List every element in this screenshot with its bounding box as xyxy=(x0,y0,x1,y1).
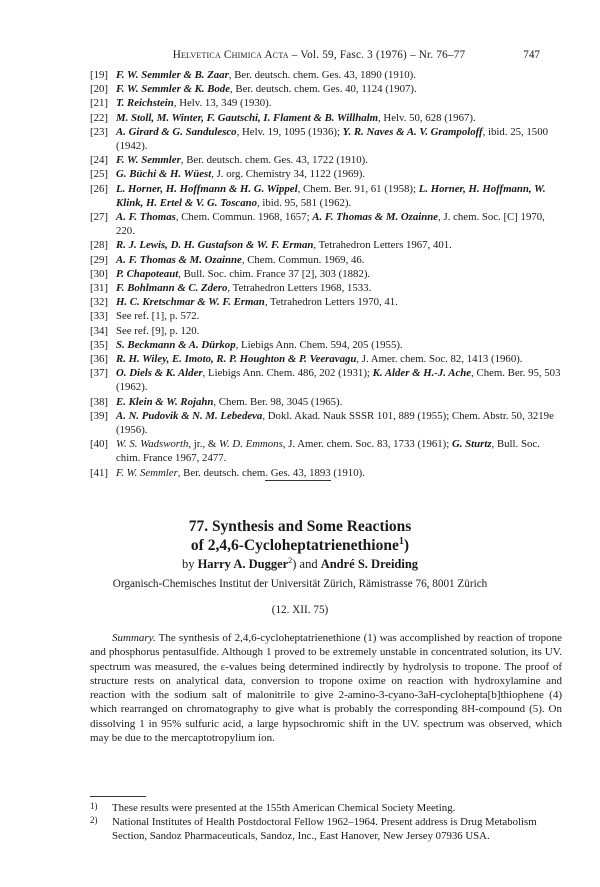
by-label: by xyxy=(181,557,198,571)
reference-authors: T. Reichstein xyxy=(116,97,174,110)
reference-citation: , Liebigs Ann. Chem. 594, 205 (1955). xyxy=(235,338,403,351)
reference-authors: A. Girard & G. Sandulesco xyxy=(116,125,237,138)
title-footnote-paren: ) xyxy=(403,537,410,554)
reference-item xyxy=(90,281,562,295)
reference-citation: , Liebigs Ann. Chem. 486, 202 (1931); xyxy=(202,367,373,380)
reference-item xyxy=(90,352,562,366)
reference-authors: A. F. Thomas & M. Ozainne xyxy=(312,211,439,224)
title-line-1: 77. Synthesis and Some Reactions xyxy=(188,518,412,535)
footnote-text: These results were presented at the 155th American Chemical Society Meeting. xyxy=(112,802,456,814)
summary-text: The synthesis of 2,4,6-cycloheptatrienethione (1) was accomplished by reaction of tropone and phosphorus pentasulfide. Although 1 proved to be extremely unstable in concentrated solution, its UV. spectrum was measured, the ε-values being determined indirectly by hydrolysis to tropone. The proof of structure rests on analytical data, conversion to tropone oxime on reaction with hydroxylamine and reaction with the sodium salt of malonitrile to give 2-amino-3-cyano-3aH-cyclohepta[b]thiophene (4) which rearranged on chromatography to give what is probably the corresponding 8H-compound (5). On dissolving 1 in 95% sulfuric acid, a large hypsochromic shift in the UV. spectrum was observed, which may be due to the mercaptotropylium ion. xyxy=(90,632,562,745)
reference-number: [22] xyxy=(90,111,108,124)
reference-number: [30] xyxy=(90,267,108,280)
reference-citation: , Chem. Commun. 1969, 46. xyxy=(241,253,365,266)
footnote-mark: 1) xyxy=(90,801,98,811)
reference-citation: , Helv. 19, 1095 (1936); xyxy=(236,125,343,138)
reference-item xyxy=(90,68,562,82)
page-number: 747 xyxy=(523,49,540,61)
journal-running-title xyxy=(138,49,500,61)
reference-number: [34] xyxy=(90,324,108,337)
reference-citation: , Tetrahedron Letters 1967, 401. xyxy=(313,239,452,252)
reference-citation: See ref. [1], p. 572. xyxy=(116,310,200,323)
reference-authors: K. Alder & H.-J. Ache xyxy=(372,367,472,380)
reference-item xyxy=(90,366,562,394)
reference-item xyxy=(90,125,562,153)
reference-citation: , Ber. deutsch. chem. Ges. 43, 1893 (1910). xyxy=(177,466,365,479)
reference-item xyxy=(90,182,562,210)
reference-item xyxy=(90,466,562,480)
reference-authors: E. Klein & W. Rojahn xyxy=(116,395,214,408)
reference-authors: F. W. Semmler xyxy=(116,466,178,479)
reference-citation: , Helv. 50, 628 (1967). xyxy=(378,111,476,124)
reference-authors: A. F. Thomas & M. Ozainne xyxy=(116,253,242,266)
reference-number: [36] xyxy=(90,353,108,366)
reference-item xyxy=(90,210,562,238)
reference-citation: , Helv. 13, 349 (1930). xyxy=(173,97,272,110)
reference-number: [33] xyxy=(90,310,108,323)
reference-citation: , Chem. Commun. 1968, 1657; xyxy=(175,211,313,224)
footnote-list xyxy=(90,801,562,844)
reference-citation: , Bull. Soc. chim. France 37 [2], 303 (1882). xyxy=(178,267,371,280)
reference-number: [31] xyxy=(90,282,108,295)
author-dreiding: André S. Dreiding xyxy=(320,557,419,571)
reference-item xyxy=(90,82,562,96)
reference-authors: S. Beckmann & A. Dürkop xyxy=(116,338,236,351)
running-header xyxy=(88,49,540,63)
institute-address: Organisch-Chemisches Institut der Universität Zürich, Rämistrasse 76, 8001 Zürich xyxy=(112,578,488,590)
reference-citation: , Ber. deutsch. chem. Ges. 40, 1124 (1907). xyxy=(229,83,417,96)
reference-citation: , jr., & xyxy=(188,438,219,451)
reference-number: [25] xyxy=(90,168,108,181)
reference-citation: , Chem. Ber. 98, 3045 (1965). xyxy=(213,395,343,408)
reference-authors: F. W. Semmler xyxy=(116,154,181,167)
reference-citation: See ref. [9], p. 120. xyxy=(116,324,200,337)
reference-item xyxy=(90,253,562,267)
reference-number: [37] xyxy=(90,367,108,380)
reference-number: [29] xyxy=(90,253,108,266)
reference-item xyxy=(90,409,562,437)
reference-number: [24] xyxy=(90,154,108,167)
title-line-2-text: of 2,4,6-Cycloheptatrienethione xyxy=(190,537,399,554)
and-label: ) and xyxy=(292,557,321,571)
summary-paragraph xyxy=(90,631,562,745)
reference-authors: L. Horner, H. Hoffmann & H. G. Wippel xyxy=(116,182,298,195)
reference-number: [40] xyxy=(90,438,108,451)
reference-item xyxy=(90,167,562,181)
reference-citation: , Chem. Ber. 95, 503 (1962). xyxy=(116,367,561,394)
reference-item xyxy=(90,267,562,281)
author-footnote-mark: 2 xyxy=(288,555,293,565)
reference-authors: L. Horner, H. Hoffmann, W. Klink, H. Ertel & V. G. Toscano xyxy=(116,182,546,209)
footnote-text: National Institutes of Health Postdoctoral Fellow 1962–1964. Present address is Drug Metabolism Section, Sandoz Pharmaceuticals, Sandoz, Inc., East Hanover, New Jersey 07936 USA. xyxy=(112,816,537,843)
reference-citation: , Chem. Ber. 91, 61 (1958); xyxy=(297,182,419,195)
author-line xyxy=(60,557,540,572)
reference-citation: , Dokl. Akad. Nauk SSSR 101, 889 (1955); Chem. Abstr. 50, 3219e (1956). xyxy=(116,409,554,437)
reference-item xyxy=(90,153,562,167)
reference-citation: , Ber. deutsch. chem. Ges. 43, 1890 (1910). xyxy=(228,69,416,81)
summary-lead: Summary. xyxy=(112,632,156,644)
reference-number: [28] xyxy=(90,239,108,252)
reference-list xyxy=(90,68,562,480)
reference-item xyxy=(90,111,562,125)
reference-authors: G. Sturtz xyxy=(451,438,492,451)
reference-number: [20] xyxy=(90,83,108,96)
reference-citation: , Bull. Soc. chim. France 1967, 2477. xyxy=(116,438,540,465)
journal-name: Helvetica Chimica Acta xyxy=(172,49,289,61)
reference-authors: A. F. Thomas xyxy=(116,211,176,224)
reference-authors: R. J. Lewis, D. H. Gustafson & W. F. Erman xyxy=(116,239,314,252)
reference-item xyxy=(90,338,562,352)
reference-number: [39] xyxy=(90,409,108,422)
reference-citation: , J. Amer. chem. Soc. 82, 1413 (1960). xyxy=(356,353,523,366)
reference-item xyxy=(90,238,562,252)
section-divider xyxy=(265,480,331,481)
reference-authors: O. Diels & K. Alder xyxy=(116,367,203,380)
reference-number: [19] xyxy=(90,69,108,81)
reference-citation: , J. org. Chemistry 34, 1122 (1969). xyxy=(211,168,366,181)
reference-number: [38] xyxy=(90,395,108,408)
reference-citation: , J. Amer. chem. Soc. 83, 1733 (1961); xyxy=(282,438,452,451)
reference-number: [32] xyxy=(90,296,108,309)
reference-number: [35] xyxy=(90,338,108,351)
reference-citation: , Tetrahedron Letters 1970, 41. xyxy=(264,296,398,309)
reference-citation: , ibid. 25, 1500 (1942). xyxy=(116,125,549,153)
article-title xyxy=(60,517,540,555)
footnote-item xyxy=(90,815,562,843)
reference-item xyxy=(90,96,562,110)
reference-number: [23] xyxy=(90,125,108,138)
received-date: (12. XII. 75) xyxy=(271,604,329,616)
reference-authors: W. D. Emmons xyxy=(219,438,283,451)
reference-authors: Y. R. Naves & A. V. Grampoloff xyxy=(342,125,483,138)
reference-item xyxy=(90,324,562,338)
footnote-rule xyxy=(90,796,146,797)
footnote-item xyxy=(90,801,562,815)
reference-authors: F. Bohlmann & C. Zdero xyxy=(116,282,228,295)
reference-authors: P. Chapoteaut xyxy=(116,267,179,280)
reference-authors: G. Büchi & H. Wüest xyxy=(116,168,212,181)
reference-authors: A. N. Pudovik & N. M. Lebedeva xyxy=(116,409,263,422)
journal-issue: – Vol. 59, Fasc. 3 (1976) – Nr. 76–77 xyxy=(288,49,466,61)
reference-number: [21] xyxy=(90,97,108,110)
reference-citation: , ibid. 95, 581 (1962). xyxy=(257,196,352,209)
reference-number: [27] xyxy=(90,211,108,224)
reference-authors: R. H. Wiley, E. Imoto, R. P. Houghton & P. Veeravagu xyxy=(116,353,357,366)
reference-item xyxy=(90,309,562,323)
reference-citation: , J. chem. Soc. [C] 1970, 220. xyxy=(116,211,545,238)
title-footnote-mark: 1 xyxy=(398,535,404,547)
reference-number: [26] xyxy=(90,182,108,195)
reference-authors: W. S. Wadsworth xyxy=(116,438,189,451)
author-dugger: Harry A. Dugger xyxy=(197,557,289,571)
reference-citation: , Tetrahedron Letters 1968, 1533. xyxy=(227,282,372,295)
reference-item xyxy=(90,295,562,309)
reference-item xyxy=(90,437,562,465)
reference-authors: F. W. Semmler & K. Bode xyxy=(116,83,230,96)
reference-number: [41] xyxy=(90,466,108,479)
footnote-mark: 2) xyxy=(90,815,98,826)
reference-authors: H. C. Kretschmar & W. F. Erman xyxy=(116,296,265,309)
reference-authors: F. W. Semmler & B. Zaar xyxy=(116,69,229,81)
reference-authors: M. Stoll, M. Winter, F. Gautschi, I. Flament & B. Willhalm xyxy=(116,111,379,124)
reference-item xyxy=(90,395,562,409)
reference-citation: , Ber. deutsch. chem. Ges. 43, 1722 (1910). xyxy=(180,154,368,167)
title-line-2 xyxy=(60,536,540,555)
